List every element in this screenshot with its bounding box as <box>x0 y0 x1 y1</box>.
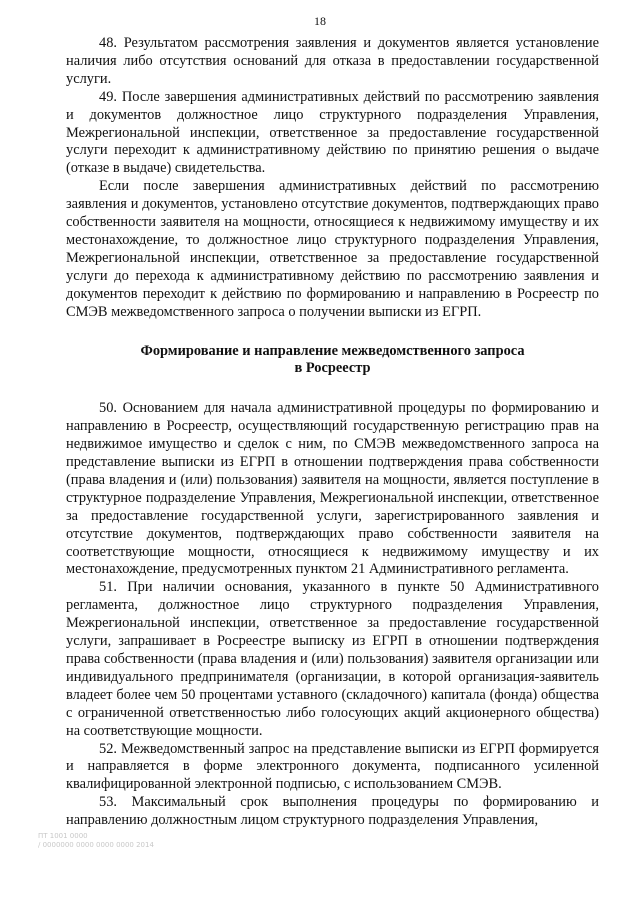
section-heading-line-1: Формирование и направление межведомственного запроса <box>140 342 525 359</box>
footer-stamp-line-2: / 0000000 0000 0000 0000 2014 <box>38 841 154 849</box>
paragraph-52: 52. Межведомственный запрос на представление выписки из ЕГРП формируется и направляется в форме электронного документа, подписанного усиленной квалифицированной электронной подписью, с использованием СМЭВ. <box>66 740 599 793</box>
paragraph-49-continued: Если после завершения административных действий по рассмотрению заявления и документов, установлено отсутствие документов, подтверждающих право собственности заявителя на мощности, относящиеся к недвижимому имуществу и их местонахождение, то должностное лицо структурного подразделения Управления, Межрегиональной инспекции, ответственное за предоставление государственной услуги до перехода к административному действию по рассмотрению заявления и документов переходит к действию по формированию и направлению в Росреестр по СМЭВ межведомственного запроса о получении выписки из ЕГРП. <box>66 178 599 320</box>
footer-stamp-line-1: ПТ 1001 0000 <box>38 832 88 840</box>
section-heading <box>66 343 599 379</box>
footer-stamp <box>38 832 154 850</box>
document-body <box>66 35 599 830</box>
paragraph-49: 49. После завершения административных действий по рассмотрению заявления и документов должностное лицо структурного подразделения Управления, Межрегиональной инспекции, ответственное за предоставление государственной услуги переходит к административному действию по принятию решения о выдаче (отказе в выдаче) свидетельства. <box>66 88 599 177</box>
paragraph-51: 51. При наличии основания, указанного в пункте 50 Административного регламента, должностное лицо структурного подразделения Управления, Межрегиональной инспекции, ответственное за предоставление государственной услуги, запрашивает в Росреестре выписку из ЕГРП в отношении подтверждения права собственности (права владения и (или) пользования) заявителя организации или индивидуального предпринимателя (организации, в которой организация-заявитель владеет более чем 50 процентами уставного (складочного) капитала (фонда) общества с ограниченной ответственностью либо голосующих акций акционерного общества) на соответствующие мощности. <box>66 579 599 739</box>
page-number: 18 <box>314 14 326 28</box>
paragraph-53: 53. Максимальный срок выполнения процедуры по формированию и направлению должностным лицом структурного подразделения Управления, <box>66 794 599 829</box>
paragraph-50: 50. Основанием для начала административной процедуры по формированию и направлению в Росреестр, осуществляющий государственную регистрацию прав на недвижимое имущество и сделок с ним, по СМЭВ межведомственного запроса на представление выписки из ЕГРП в отношении подтверждения права собственности (права владения и (или) пользования) заявителя на мощности, является поступление в структурное подразделение Управления, Межрегиональной инспекции, ответственное за предоставление государственной услуги, зарегистрированного заявления и отсутствие документов, подтверждающих право собственности заявителя на соответствующие мощности, относящиеся к недвижимому имуществу и их местонахождение, предусмотренных пунктом 21 Административного регламента. <box>66 400 599 578</box>
section-heading-line-2: в Росреестр <box>294 360 371 377</box>
paragraph-48: 48. Результатом рассмотрения заявления и документов является установление наличия либо отсутствия оснований для отказа в предоставлении государственной услуги. <box>66 35 599 87</box>
